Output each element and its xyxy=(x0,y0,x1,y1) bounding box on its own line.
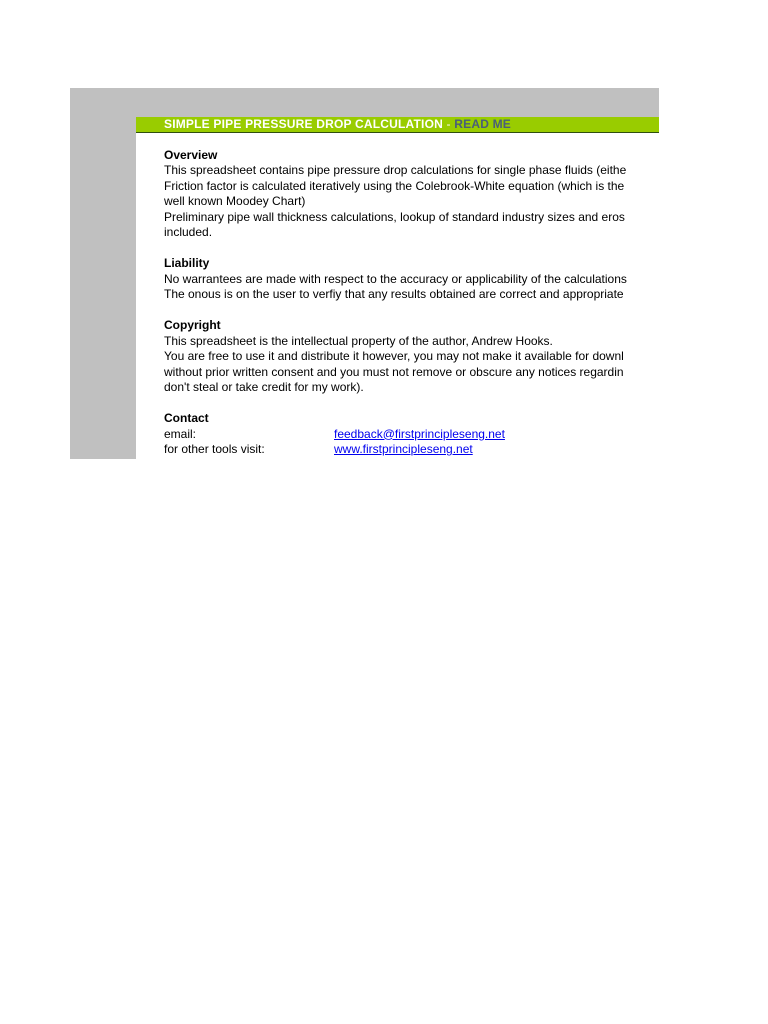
copyright-line: This spreadsheet is the intellectual property of the author, Andrew Hooks. xyxy=(164,333,553,348)
overview-line: included. xyxy=(164,225,213,239)
email-link[interactable]: feedback@firstprincipleseng.net xyxy=(334,426,505,441)
copyright-line: You are free to use it and distribute it however, you may not make it available for downl xyxy=(164,349,624,363)
tools-label: for other tools visit: xyxy=(164,442,265,456)
liability-line: No warrantees are made with respect to the accuracy or applicability of the calculations xyxy=(164,271,627,286)
title-separator: - xyxy=(443,117,455,131)
readme-sheet xyxy=(136,117,659,459)
overview-line: Preliminary pipe wall thickness calculations, lookup of standard industry sizes and eros xyxy=(164,209,625,224)
email-label: email: xyxy=(164,426,197,441)
overview-line: well known Moodey Chart) xyxy=(164,194,306,208)
website-link[interactable]: www.firstprincipleseng.net xyxy=(334,442,473,456)
overview-heading: Overview xyxy=(164,148,218,162)
overview-line: This spreadsheet contains pipe pressure drop calculations for single phase fluids (eithe xyxy=(164,163,627,177)
contact-heading: Contact xyxy=(164,411,209,425)
liability-heading: Liability xyxy=(164,256,210,270)
title-subtitle: READ ME xyxy=(454,117,512,131)
page-title xyxy=(164,117,511,132)
title-bar xyxy=(136,117,659,133)
title-main: SIMPLE PIPE PRESSURE DROP CALCULATION xyxy=(164,117,443,131)
copyright-line: don't steal or take credit for my work). xyxy=(164,380,364,394)
contact-email-row xyxy=(164,426,659,442)
spreadsheet-frame xyxy=(70,88,659,459)
liability-line: The onous is on the user to verfiy that any results obtained are correct and appropriate xyxy=(164,287,624,301)
copyright-heading: Copyright xyxy=(164,318,221,332)
overview-line: Friction factor is calculated iteratively using the Colebrook-White equation (which is the xyxy=(164,178,625,193)
copyright-line: without prior written consent and you must not remove or obscure any notices regardin xyxy=(164,364,624,379)
contact-tools-row xyxy=(164,441,659,457)
